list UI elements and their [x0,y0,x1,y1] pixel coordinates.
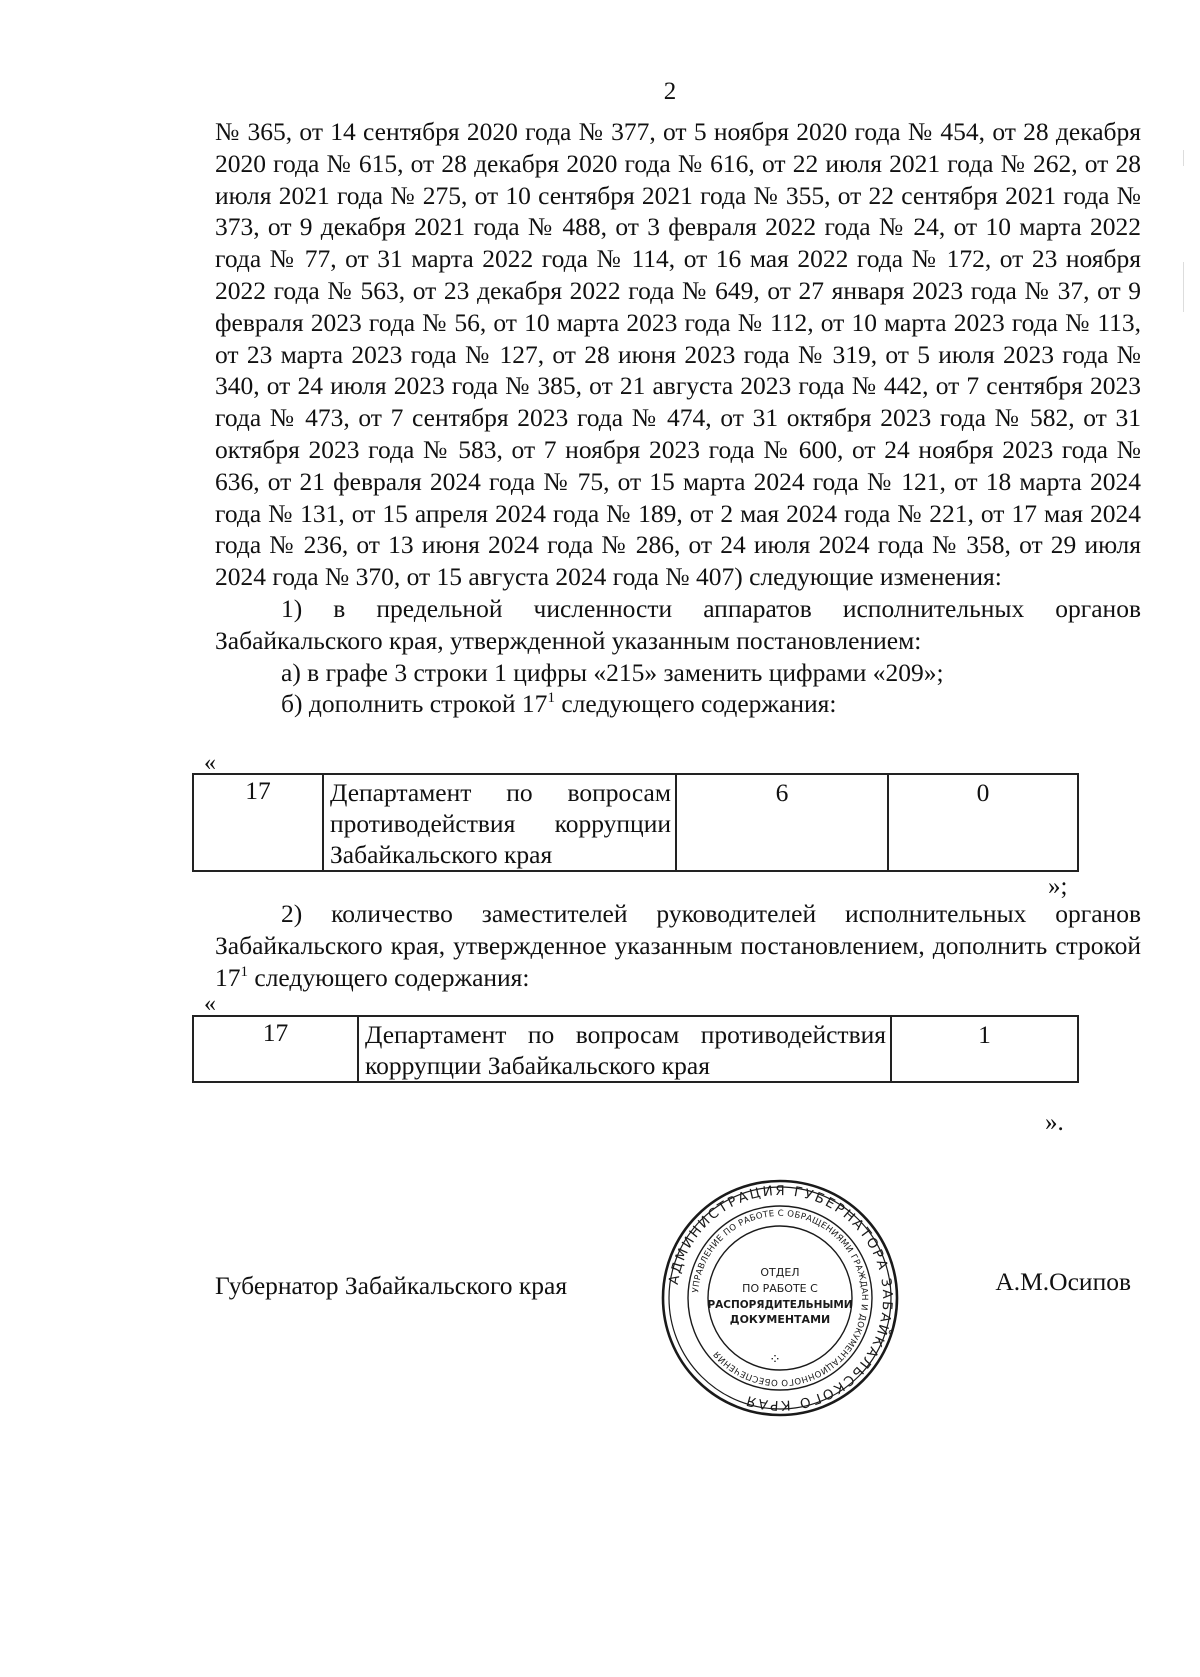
department-line-1: Департамент по вопросам противодействия [365,1020,886,1049]
closing-quote-2: ». [1045,1109,1064,1136]
signatory-position: Губернатор Забайкальского края [215,1271,568,1300]
seal-center-line-2: ПО РАБОТЕ С [742,1282,818,1295]
table-row [193,1016,1078,1082]
signatory-name: А.М.Осипов [995,1267,1131,1296]
closing-quote-1: »; [1048,873,1068,900]
item-2-suffix: следующего содержания: [248,962,530,992]
table-deputies [192,1015,1079,1083]
scan-artifact [1183,262,1184,312]
paragraph-item-2 [215,898,1141,993]
seal-inner-ring [708,1226,852,1370]
document-body-2 [215,898,1141,993]
seal-inner-ring-text: УПРАВЛЕНИЕ ПО РАБОТЕ С ОБРАЩЕНИЯМИ ГРАЖДАН И ДОКУМЕНТАЦИОННОГО ОБЕСПЕЧЕНИЯ [691,1208,870,1388]
paragraph-item-1: 1) в предельной численности аппаратов исполнительных органов Забайкальского края, утвержденной указанным постановлением: [215,593,1141,655]
paragraph-item-1a: а) в графе 3 строки 1 цифры «215» заменить цифрами «209»; [281,657,944,687]
seal-center-line-4: ДОКУМЕНТАМИ [729,1313,831,1326]
document-body [215,116,1141,720]
department-line-2: коррупции Забайкальского края [365,1051,710,1080]
department-line-2: противодействия коррупции [330,809,671,838]
official-seal [660,1178,900,1418]
department-line-1: Департамент по вопросам [330,778,671,807]
table-cell-department [358,1016,891,1082]
opening-quote-2: « [204,991,216,1017]
item-1b-suffix: следующего содержания: [554,689,837,719]
table-cell-value: 1 [891,1016,1078,1082]
item-2-superscript: 1 [240,963,248,980]
department-line-3: Забайкальского края [330,840,553,869]
table-staff-limit [192,773,1079,872]
table-cell-value-1: 6 [676,774,888,871]
scan-artifact [1183,150,1184,166]
table-cell-number: 17 [193,774,323,871]
item-2-prefix: 2) количество заместителей руководителей исполнительных органов Забайкальского края, утвержденное указанным постановлением, дополнить строкой 17 [215,899,1141,992]
item-1b-superscript: 1 [547,690,555,707]
paragraph-continuation: № 365, от 14 сентября 2020 года № 377, от 5 ноября 2020 года № 454, от 28 декабря 2020 года № 615, от 28 декабря 2020 года № 616, от 22 июля 2021 года № 262, от 28 июля 2021 года № 275, от 10 сентября 2021 года № 355, от 22 сентября 2021 года № 373, от 9 декабря 2021 года № 488, от 3 февраля 2022 года № 24, от 10 марта 2022 года № 77, от 31 марта 2022 года № 114, от 16 мая 2022 года № 172, от 23 ноября 2022 года № 563, от 23 декабря 2022 года № 649, от 27 января 2023 года № 37, от 9 февраля 2023 года № 56, от 10 марта 2023 года № 112, от 10 марта 2023 года № 113, от 23 марта 2023 года № 127, от 28 июня 2023 года № 319, от 5 июля 2023 года № 340, от 24 июля 2023 года № 385, от 21 августа 2023 года № 442, от 7 сентября 2023 года № 473, от 7 сентября 2023 года № 474, от 31 октября 2023 года № 582, от 31 октября 2023 года № 583, от 7 ноября 2023 года № 600, от 24 ноября 2023 года № 636, от 21 февраля 2024 года № 75, от 15 марта 2024 года № 121, от 18 марта 2024 года № 131, от 15 апреля 2024 года № 189, от 2 мая 2024 года № 221, от 17 мая 2024 года № 236, от 13 июня 2024 года № 286, от 24 июля 2024 года № 358, от 29 июля 2024 года № 370, от 15 августа 2024 года № 407) следующие изменения: [215,117,1141,592]
seal-star-mark: ⁘ [769,1352,781,1368]
page-number: 2 [663,78,677,105]
opening-quote-1: « [204,750,216,776]
seal-outer-text: АДМИНИСТРАЦИЯ ГУБЕРНАТОРА ЗАБАЙКАЛЬСКОГО КРАЯ [665,1182,896,1414]
table-cell-department [323,774,676,871]
item-1b-prefix: б) дополнить строкой 17 [281,689,548,719]
seal-center-line-3: РАСПОРЯДИТЕЛЬНЫМИ [707,1299,853,1311]
paragraph-item-1b [215,688,1141,720]
table-row [193,774,1078,871]
table-cell-number: 17 [193,1016,358,1082]
table-cell-value-2: 0 [888,774,1078,871]
seal-center-line-1: ОТДЕЛ [760,1266,800,1279]
